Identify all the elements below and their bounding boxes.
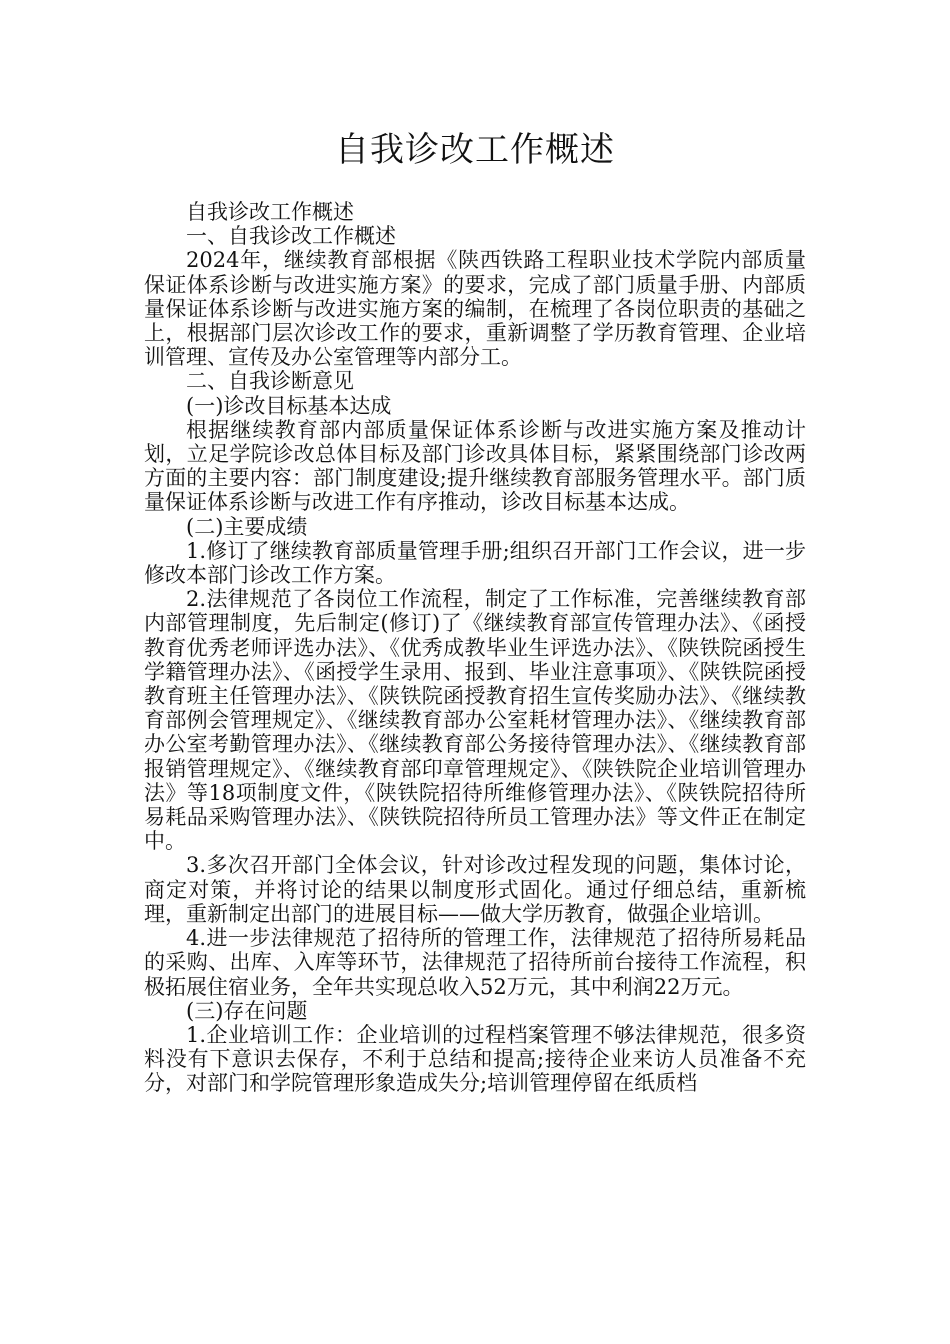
paragraph: 2024年，继续教育部根据《陕西铁路工程职业技术学院内部质量保证体系诊断与改进实施方案》的要求，完成了部门质量手册、内部质量保证体系诊断与改进实施方案的编制，在梳理了各岗位职责的基础之上，根据部门层次诊改工作的要求，重新调整了学历教育管理、企业培训管理、宣传及办公室管理等内部分工。 (144, 248, 806, 370)
paragraph-subtitle: 自我诊改工作概述 (186, 200, 354, 224)
section-heading-1: 一、自我诊改工作概述 (186, 224, 396, 249)
list-item: 2.法律规范了各岗位工作流程，制定了工作标准，完善继续教育部内部管理制度，先后制定(修订)了《继续教育部宣传管理办法》、《函授教育优秀老师评选办法》、《优秀成教毕业生评选办法》、《陕铁院函授生学籍管理办法》、《函授学生录用、报到、毕业注意事项》、《陕铁院函授教育班主任管理办法》、《陕铁院函授教育招生宣传奖励办法》、《继续教育部例会管理规定》、《继续教育部办公室耗材管理办法》、《继续教育部办公室考勤管理办法》、《继续教育部公务接待管理办法》、《继续教育部报销管理规定》、《继续教育部印章管理规定》、《陕铁院企业培训管理办法》等18项制度文件，《陕铁院招待所维修管理办法》、《陕铁院招待所易耗品采购管理办法》、《陕铁院招待所员工管理办法》等文件正在制定中。 (144, 587, 806, 854)
paragraph: 根据继续教育部内部质量保证体系诊断与改进实施方案及推动计划，立足学院诊改总体目标及部门诊改具体目标，紧紧围绕部门诊改两方面的主要内容：部门制度建设;提升继续教育部服务管理水平。部门质量保证体系诊断与改进工作有序推动，诊改目标基本达成。 (144, 417, 806, 515)
subsection-heading-2: (二)主要成绩 (186, 514, 308, 539)
list-item: 4.进一步法律规范了招待所的管理工作，法律规范了招待所易耗品的采购、出库、入库等环节，法律规范了招待所前台接待工作流程，积极拓展住宿业务，全年共实现总收入52万元，其中利润22万元。 (144, 926, 806, 999)
document-body (144, 200, 806, 1096)
list-item: 3.多次召开部门全体会议，针对诊改过程发现的问题，集体讨论，商定对策，并将讨论的结果以制度形式固化。通过仔细总结，重新梳理，重新制定出部门的进展目标——做大学历教育，做强企业培训。 (144, 853, 806, 926)
subsection-heading-1: (一)诊改目标基本达成 (186, 393, 392, 418)
subsection-heading-3: (三)存在问题 (186, 998, 308, 1023)
list-item: 1.修订了继续教育部质量管理手册;组织召开部门工作会议，进一步修改本部门诊改工作方案。 (144, 538, 806, 588)
section-heading-2: 二、自我诊断意见 (186, 369, 354, 394)
document-title: 自我诊改工作概述 (335, 130, 615, 170)
list-item: 1.企业培训工作：企业培训的过程档案管理不够法律规范，很多资料没有下意识去保存，不利于总结和提高;接待企业来访人员准备不充分，对部门和学院管理形象造成失分;培训管理停留在纸质档 (144, 1022, 806, 1096)
